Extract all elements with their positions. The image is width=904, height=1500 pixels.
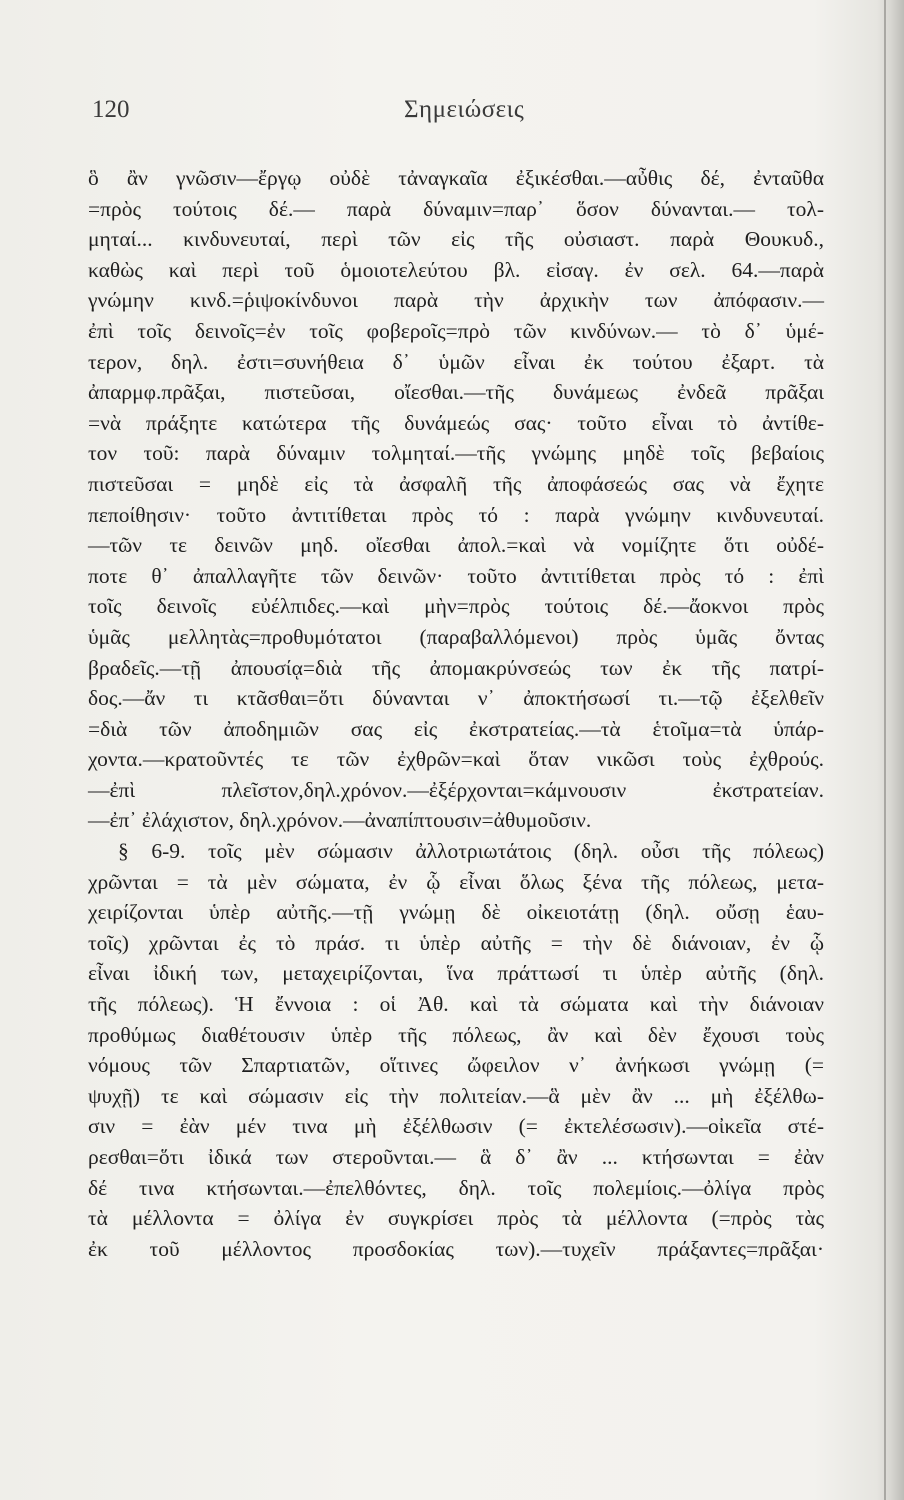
text-line: ψυχῇ) τε καὶ σώμασιν εἰς τὴν πολιτείαν.—ἃ μὲν ἂν ... μὴ ἐξέλθω- [88, 1083, 824, 1108]
text-line: =νὰ πράξητε κατώτερα τῆς δυνάμεώς σας· τοῦτο εἶναι τὸ ἀντίθε- [88, 410, 824, 435]
page-number: 120 [92, 96, 130, 123]
text-line: ἐπὶ τοῖς δεινοῖς=ἐν τοῖς φοβεροῖς=πρὸ τῶν κινδύνων.— τὸ δ᾽ ὑμέ- [88, 318, 824, 343]
text-line: χοντα.—κρατοῦντές τε τῶν ἐχθρῶν=καὶ ὅταν νικῶσι τοὺς ἐχθρούς. [88, 747, 824, 772]
text-line: προθύμως διαθέτουσιν ὑπὲρ τῆς πόλεως, ἂν καὶ δὲν ἔχουσι τοὺς [88, 1022, 824, 1047]
text-line: μηταί... κινδυνευταί, περὶ τῶν εἰς τῆς οὐσιαστ. παρὰ Θουκυδ., [88, 227, 824, 252]
text-line: βραδεῖς.—τῇ ἀπουσίᾳ=διὰ τῆς ἀπομακρύνσεώς των ἐκ τῆς πατρί- [88, 655, 824, 680]
page-fold-line [884, 0, 886, 1500]
text-line: τοῖς) χρῶνται ἐς τὸ πράσ. τι ὑπὲρ αὐτῆς = τὴν δὲ διάνοιαν, ἐν ᾧ [88, 930, 824, 955]
text-line: καθὼς καὶ περὶ τοῦ ὁμοιοτελεύτου βλ. εἰσαγ. ἐν σελ. 64.—παρὰ [88, 257, 824, 282]
text-line: πιστεῦσαι = μηδὲ εἰς τὰ ἀσφαλῆ τῆς ἀποφάσεώς σας νὰ ἔχητε [88, 471, 824, 496]
text-line: τὰ μέλλοντα = ὀλίγα ἐν συγκρίσει πρὸς τὰ μέλλοντα (=πρὸς τὰς [88, 1206, 824, 1231]
text-line: —τῶν τε δεινῶν μηδ. οἴεσθαι ἀπολ.=καὶ νὰ νομίζητε ὅτι οὐδέ- [88, 533, 824, 558]
text-line: γνώμην κινδ.=ῥιψοκίνδυνοι παρὰ τὴν ἀρχικὴν των ἀπόφασιν.— [88, 288, 824, 313]
text-line: δος.—ἄν τι κτᾶσθαι=ὅτι δύνανται ν᾽ ἀποκτήσωσί τι.—τῷ ἐξελθεῖν [88, 686, 824, 711]
text-line: =πρὸς τούτοις δέ.— παρὰ δύναμιν=παρ᾽ ὅσον δύνανται.— τολ- [88, 196, 824, 221]
text-line: τῆς πόλεως). Ἡ ἔννοια : οἱ Ἀθ. καὶ τὰ σώματα καὶ τὴν διάνοιαν [88, 992, 824, 1017]
text-line: =διὰ τῶν ἀποδημιῶν σας εἰς ἐκστρατείας.—τὰ ἑτοῖμα=τὰ ὑπάρ- [88, 716, 824, 741]
text-line: ὑμᾶς μελλητὰς=προθυμότατοι (παραβαλλόμενοι) πρὸς ὑμᾶς ὄντας [88, 624, 824, 649]
text-line: πεποίθησιν· τοῦτο ἀντιτίθεται πρὸς τό : παρὰ γνώμην κινδυνευταί. [88, 502, 824, 527]
text-line: ἐκ τοῦ μέλλοντος προσδοκίας των).—τυχεῖν πράξαντες=πρᾶξαι· [88, 1236, 824, 1261]
text-line: χρῶνται = τὰ μὲν σώματα, ἐν ᾧ εἶναι ὅλως ξένα τῆς πόλεως, μετα- [88, 869, 824, 894]
text-line: ἀπαρμφ.πρᾶξαι, πιστεῦσαι, οἴεσθαι.—τῆς δυνάμεως ἐνδεᾶ πρᾶξαι [88, 380, 824, 405]
page-header [92, 96, 818, 128]
paragraph-start-line: § 6-9. τοῖς μὲν σώμασιν ἀλλοτριωτάτοις (δηλ. οὖσι τῆς πόλεως) [118, 839, 824, 864]
text-line: —ἐπ᾽ ἐλάχιστον, δηλ.χρόνον.—ἀναπίπτουσιν=ἀθυμοῦσιν. [88, 808, 592, 833]
text-line: ποτε θ᾽ ἀπαλλαγῆτε τῶν δεινῶν· τοῦτο ἀντιτίθεται πρὸς τό : ἐπὶ [88, 563, 824, 588]
running-head: Σημειώσεις [404, 96, 525, 123]
body-text [88, 163, 824, 1264]
text-line: τερον, δηλ. ἐστι=συνήθεια δ᾽ ὑμῶν εἶναι ἐκ τούτου ἐξαρτ. τὰ [88, 349, 824, 374]
text-line: ρεσθαι=ὅτι ἰδικά των στεροῦνται.— ἃ δ᾽ ἂν ... κτήσωνται = ἐὰν [88, 1145, 824, 1169]
text-line: τοῖς δεινοῖς εὐέλπιδες.—καὶ μὴν=πρὸς τούτοις δέ.—ἄοκνοι πρὸς [88, 594, 824, 619]
text-line: —ἐπὶ πλεῖστον,δηλ.χρόνον.—ἐξέρχονται=κάμνουσιν ἐκστρατείαν. [88, 777, 824, 802]
text-line: σιν = ἐὰν μέν τινα μὴ ἐξέλθωσιν (= ἐκτελέσωσιν).—οἰκεῖα στέ- [88, 1114, 824, 1139]
text-line: χειρίζονται ὑπὲρ αὐτῆς.—τῇ γνώμῃ δὲ οἰκειοτάτῃ (δηλ. οὔσῃ ἑαυ- [88, 900, 824, 925]
text-line: νόμους τῶν Σπαρτιατῶν, οἵτινες ὤφειλον ν᾽ ἀνήκωσι γνώμῃ (= [88, 1053, 824, 1078]
text-line: εἶναι ἰδική των, μεταχειρίζονται, ἵνα πράττωσί τι ὑπὲρ αὐτῆς (δηλ. [88, 961, 824, 986]
text-line: δέ τινα κτήσωνται.—ἐπελθόντες, δηλ. τοῖς πολεμίοις.—ὀλίγα πρὸς [88, 1175, 824, 1200]
book-edge [890, 0, 904, 1500]
text-line: τον τοῦ: παρὰ δύναμιν τολμηταί.—τῆς γνώμης μηδὲ τοῖς βεβαίοις [88, 441, 824, 466]
text-line: ὃ ἂν γνῶσιν—ἔργῳ οὐδὲ τἀναγκαῖα ἐξικέσθαι.—αὖθις δέ, ἐνταῦθα [88, 166, 824, 190]
